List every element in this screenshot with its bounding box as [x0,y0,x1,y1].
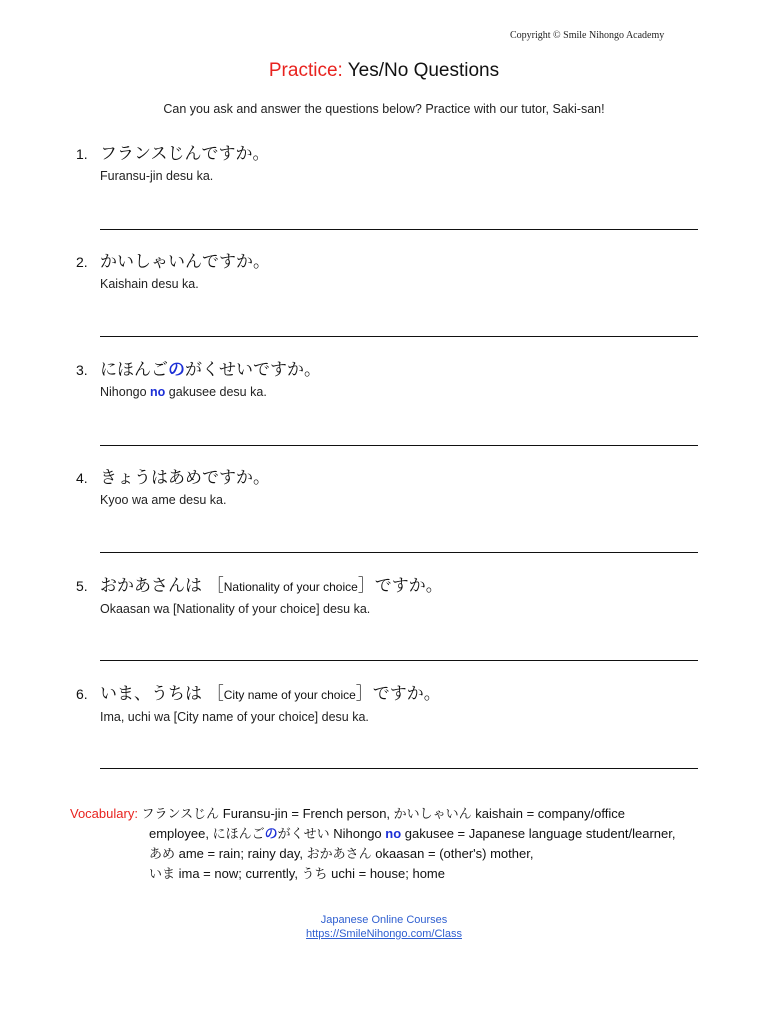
copyright-notice: Copyright © Smile Nihongo Academy [510,30,665,41]
romaji-start: Nihongo [100,385,151,399]
question-6 [76,683,716,724]
question-3 [76,359,716,399]
particle-highlight: の [264,826,278,841]
question-romaji: Furansu-jin desu ka. [100,169,214,183]
question-japanese: きょうはあめですか。 [100,468,270,487]
particle-highlight: の [168,360,185,379]
question-2 [76,251,716,291]
answer-line[interactable] [100,768,698,769]
question-japanese: にほんご [100,360,168,379]
instructions: Can you ask and answer the questions below? Practice with our tutor, Saki-san! [163,102,605,116]
particle-highlight: no [385,826,402,841]
vocabulary-section [70,804,750,884]
question-japanese: かいしゃいんですか。 [100,252,270,271]
question-romaji: Kaishain desu ka. [100,277,199,291]
vocabulary-text: がくせい Nihongo [277,826,386,841]
question-5 [76,575,716,616]
question-romaji: Ima, uchi wa [City name of your choice] desu ka. [100,710,369,724]
vocabulary-line: いま ima = now; currently, うち uchi = house; home [149,866,445,881]
question-japanese-rest: がくせいですか。 [185,360,321,379]
question-romaji: Okaasan wa [Nationality of your choice] desu ka. [100,602,371,616]
question-japanese: いま、うちは ［ [100,684,224,703]
question-1 [76,143,716,183]
answer-line[interactable] [100,229,698,230]
question-number: 5. [76,578,88,594]
question-number: 2. [76,254,88,270]
answer-line[interactable] [100,336,698,337]
vocabulary-line: あめ ame = rain; rainy day, おかあさん okaasan = (other's) mother, [149,846,534,861]
vocabulary-text: employee, にほんご [149,826,265,841]
fill-in-hint: City name of your choice [223,688,356,702]
answer-line[interactable] [100,660,698,661]
question-romaji: Kyoo wa ame desu ka. [100,493,227,507]
title-main: Yes/No Questions [347,60,500,81]
question-number: 3. [76,362,88,378]
question-japanese: おかあさんは ［ [100,576,224,595]
footer-courses: Japanese Online Courses [320,914,448,926]
question-japanese: フランスじんですか。 [100,144,270,163]
vocabulary-line [70,824,750,844]
answer-line[interactable] [100,445,698,446]
question-romaji [100,385,716,399]
vocabulary-label: Vocabulary: [70,806,138,821]
question-japanese-rest: ］ですか。 [355,684,441,703]
question-number: 4. [76,470,88,486]
vocabulary-line [70,804,750,824]
romaji-rest: gakusee desu ka. [165,385,267,399]
title-accent: Practice: [268,60,343,81]
vocabulary-text: フランスじん Furansu-jin = French person, かいしゃいん kaishain = company/office [137,806,625,821]
vocabulary-text: gakusee = Japanese language student/learner, [401,826,676,841]
question-4 [76,467,716,507]
question-number: 1. [76,146,88,162]
footer [0,914,768,940]
particle-highlight: no [150,385,166,399]
footer-link[interactable]: https://SmileNihongo.com/Class [306,928,462,940]
answer-line[interactable] [100,552,698,553]
page-title [0,60,768,82]
fill-in-hint: Nationality of your choice [223,580,358,594]
question-japanese-rest: ］ですか。 [357,576,443,595]
question-number: 6. [76,686,88,702]
